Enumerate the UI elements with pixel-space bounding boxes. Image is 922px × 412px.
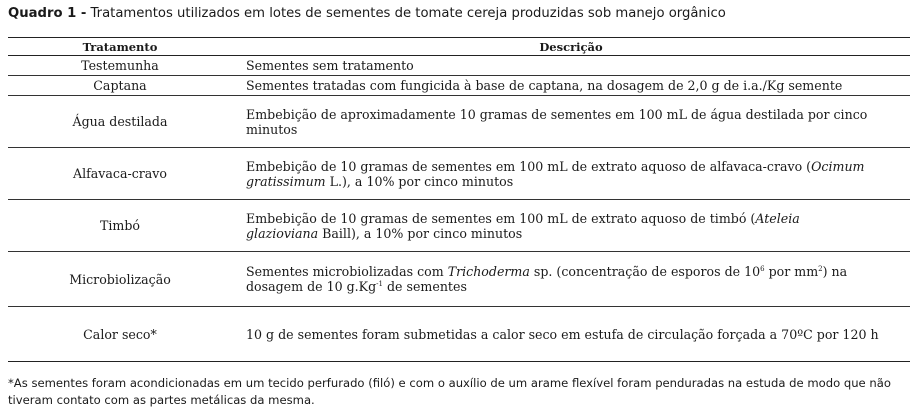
table-row (8, 76, 910, 96)
treatments-table (8, 37, 910, 362)
table-row (8, 96, 910, 148)
table-row (8, 200, 910, 252)
description-cell (232, 148, 910, 200)
description-cell (232, 56, 910, 76)
table-row (8, 252, 910, 307)
description-text: dosagem de 10 g.Kg (246, 279, 377, 294)
description-text: sp. (concentração de esporos de 10 (529, 264, 761, 279)
table-row (8, 148, 910, 200)
description-text: de sementes (382, 279, 467, 294)
superscript: -1 (376, 280, 383, 288)
description-text: Sementes microbiolizadas com (246, 264, 448, 279)
species-genus: Ocimum (811, 158, 865, 174)
description-text: 10 g de sementes foram submetidas a calor seco em estufa de circulação forçada a 70ºC por 120 h (246, 326, 879, 342)
description-cell (232, 96, 910, 148)
table-row (8, 56, 910, 76)
superscript: 2 (818, 265, 823, 273)
table-header-row (8, 38, 910, 56)
description-text: Baill), a 10% por cinco minutos (318, 225, 523, 241)
footnote: *As sementes foram acondicionadas em um tecido perfurado (filó) e com o auxílio de um arame flexível foram penduradas na estuda de modo que não tiveram contato com as partes metálicas da mesma. (8, 376, 891, 407)
superscript: 6 (760, 265, 765, 273)
table-caption (8, 6, 726, 21)
description-text: minutos (246, 121, 298, 137)
description-cell (232, 76, 910, 96)
description-text: ) na (822, 264, 848, 279)
description-text: Embebição de 10 gramas de sementes em 100 mL de extrato aquoso de alfavaca-cravo ( (246, 158, 812, 174)
treatment-cell: Microbiolização (8, 252, 232, 307)
species-genus: Trichoderma (447, 264, 530, 279)
treatment-cell: Água destilada (8, 96, 232, 148)
caption-text: Tratamentos utilizados em lotes de sementes de tomate cereja produzidas sob manejo orgânico (90, 6, 726, 21)
description-text: Embebição de 10 gramas de sementes em 100 mL de extrato aquoso de timbó ( (246, 210, 756, 226)
column-header-treatment: Tratamento (8, 38, 232, 56)
column-header-description: Descrição (232, 38, 910, 56)
description-text: Sementes sem tratamento (246, 58, 414, 73)
caption-label: Quadro 1 - (8, 6, 87, 21)
description-text: por mm (764, 264, 819, 279)
species-genus: Ateleia (755, 210, 800, 226)
description-cell (232, 252, 910, 307)
treatment-cell: Timbó (8, 200, 232, 252)
treatment-cell: Testemunha (8, 56, 232, 76)
treatment-cell: Alfavaca-cravo (8, 148, 232, 200)
table-row (8, 307, 910, 362)
description-text: L.), a 10% por cinco minutos (325, 173, 514, 189)
treatment-cell: Captana (8, 76, 232, 96)
species-epithet: gratissimum (246, 173, 326, 189)
treatment-cell: Calor seco* (8, 307, 232, 362)
description-cell (232, 200, 910, 252)
species-epithet: glazioviana (246, 225, 319, 241)
description-text: Sementes tratadas com fungicida à base de captana, na dosagem de 2,0 g de i.a./Kg semente (246, 78, 843, 93)
description-text: Embebição de aproximadamente 10 gramas de sementes em 100 mL de água destilada por cinco (246, 106, 868, 122)
description-cell (232, 307, 910, 362)
